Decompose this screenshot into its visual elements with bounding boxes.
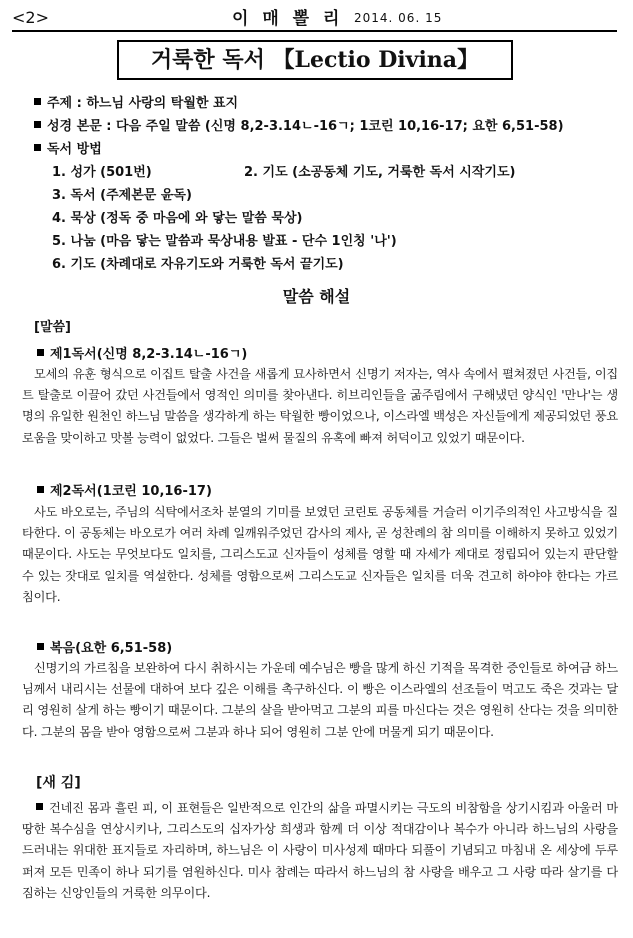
commentary-heading: 말씀 해설 xyxy=(282,287,351,306)
square-bullet-icon xyxy=(37,349,44,356)
method-step: 1. 성가 (501번) xyxy=(52,165,152,180)
issue-date: 2014. 06. 15 xyxy=(354,11,443,25)
reflection-paragraph xyxy=(22,798,618,904)
reading2-text: 사도 바오로는, 주님의 식탁에서조차 분열의 기미를 보였던 코린토 공동체를 거슬러 이기주의적인 사고방식을 질타한다. 이 공동체는 바오로가 여러 차례 일깨워주었던 감사의 제사, 곧 성찬례의 참 의미를 이해하지 못하고 있었기 때문이다. 사도는 무엇보다도 일치를, 그리스도교 신자들이 성체를 영할 때 자세가 제대로 정립되어 있는지 판단할 수 있는 잣대로 일치를 역설한다. 성체를 영함으로써 그리스도교 신자들은 일치를 더욱 견고히 하야야 한다는 가르침이다. xyxy=(22,505,618,604)
square-bullet-icon xyxy=(34,98,41,105)
reading1-text: 모세의 유훈 형식으로 이집트 탈출 사건을 새롭게 묘사하면서 신명기 저자는, 역사 속에서 펼쳐졌던 사건들, 이집트 탈출로 이끌어 갔던 사건들에서 영적인 의미를 찾아낸다. 히브리인들을 굶주림에서 구해냈던 양식인 '만나'는 생명의 유일한 원천인 하느님 말씀을 생각하게 하는 탁월한 빵이었으나, 이스라엘 백성은 자신들에게 제공되었던 풍요로움을 맞이하고 맛볼 능력이 없었다. 그들은 벌써 물질의 유혹에 빠져 허덕이고 있었기 때문이다. xyxy=(22,367,618,445)
method-step: 6. 기도 (차례대로 자유기도와 거룩한 독서 끝기도) xyxy=(52,257,344,272)
method-step: 2. 기도 (소공동체 기도, 거룩한 독서 시작기도) xyxy=(244,165,516,180)
reflection-text: 건네진 몸과 흘린 피, 이 표현들은 일반적으로 인간의 삶을 파멸시키는 극도의 비참함을 상기시킴과 아울러 마땅한 복수심을 연상시키나, 그리스도의 십자가상 희생과 함께 더 이상 적대감이나 복수가 아니라 하느님의 사랑을 드러내는 위대한 표지들로 자리하며, 하느님은 이 사랑이 미사성제 때마다 되풀이 기념되고 마침내 온 세상에 두루 퍼져 모든 민족이 하나 되기를 염원하신다. 미사 참례는 따라서 하느님의 참 사랑을 배우고 그 사랑 따라 살기를 다짐하는 신앙인들의 거룩한 의무이다. xyxy=(22,801,618,900)
method-title-line xyxy=(34,138,102,157)
title-open-bracket: 【 xyxy=(272,47,295,73)
gospel-text: 신명기의 가르침을 보완하여 다시 취하시는 가운데 예수님은 빵을 많게 하신 기적을 목격한 증인들로 하여금 하느님께서 내리시는 선물에 대하여 보다 깊은 이해를 촉구하신다. 이 빵은 이스라엘의 선조들이 먹고도 죽은 것과는 달리 영원히 살게 하는 빵이기 때문이다. 그분의 살을 받아먹고 그분의 피를 마신다는 것은 영원히 산다는 것을 의미한다. 그분의 몸을 받아 영함으로써 그분과 하나 되어 영원히 그분 안에 머물게 되기 때문이다. xyxy=(22,661,618,739)
theme-text: 주제 : 하느님 사랑의 탁월한 표지 xyxy=(47,96,239,111)
header-rule xyxy=(12,30,617,32)
page-number: <2> xyxy=(12,8,49,27)
bulletin-name: 이 매 뽈 리 xyxy=(232,9,344,29)
scripture-line xyxy=(34,115,564,134)
square-bullet-icon xyxy=(34,121,41,128)
method-step: 5. 나눔 (마음 닿는 말씀과 묵상내용 발표 - 단수 1인칭 '나') xyxy=(52,234,397,249)
method-step: 4. 묵상 (정독 중 마음에 와 닿는 말씀 묵상) xyxy=(52,211,303,226)
word-section-label: [말씀] xyxy=(34,320,71,335)
reading1-heading xyxy=(37,343,247,362)
square-bullet-icon xyxy=(34,144,41,151)
reflection-label: [새 김] xyxy=(36,775,81,791)
method-title: 독서 방법 xyxy=(47,142,102,157)
gospel-heading xyxy=(37,637,172,656)
square-bullet-icon xyxy=(36,803,43,810)
title-close-bracket: 】 xyxy=(457,47,480,73)
theme-line xyxy=(34,92,238,111)
method-step: 3. 독서 (주제본문 윤독) xyxy=(52,188,192,203)
title-korean: 거룩한 독서 xyxy=(150,48,265,73)
square-bullet-icon xyxy=(37,486,44,493)
gospel-title: 복음(요한 6,51-58) xyxy=(50,641,173,656)
reading1-title: 제1독서(신명 8,2-3.14ㄴ-16ㄱ) xyxy=(50,347,248,362)
page-header xyxy=(12,4,617,30)
reading2-title: 제2독서(1코린 10,16-17) xyxy=(50,484,212,499)
title-latin: Lectio Divina xyxy=(294,47,458,73)
title-box xyxy=(117,40,513,80)
square-bullet-icon xyxy=(37,643,44,650)
scripture-text: 성경 본문 : 다음 주일 말씀 (신명 8,2-3.14ㄴ-16ㄱ; 1코린 10,16-17; 요한 6,51-58) xyxy=(47,119,564,134)
reading2-heading xyxy=(37,480,212,499)
